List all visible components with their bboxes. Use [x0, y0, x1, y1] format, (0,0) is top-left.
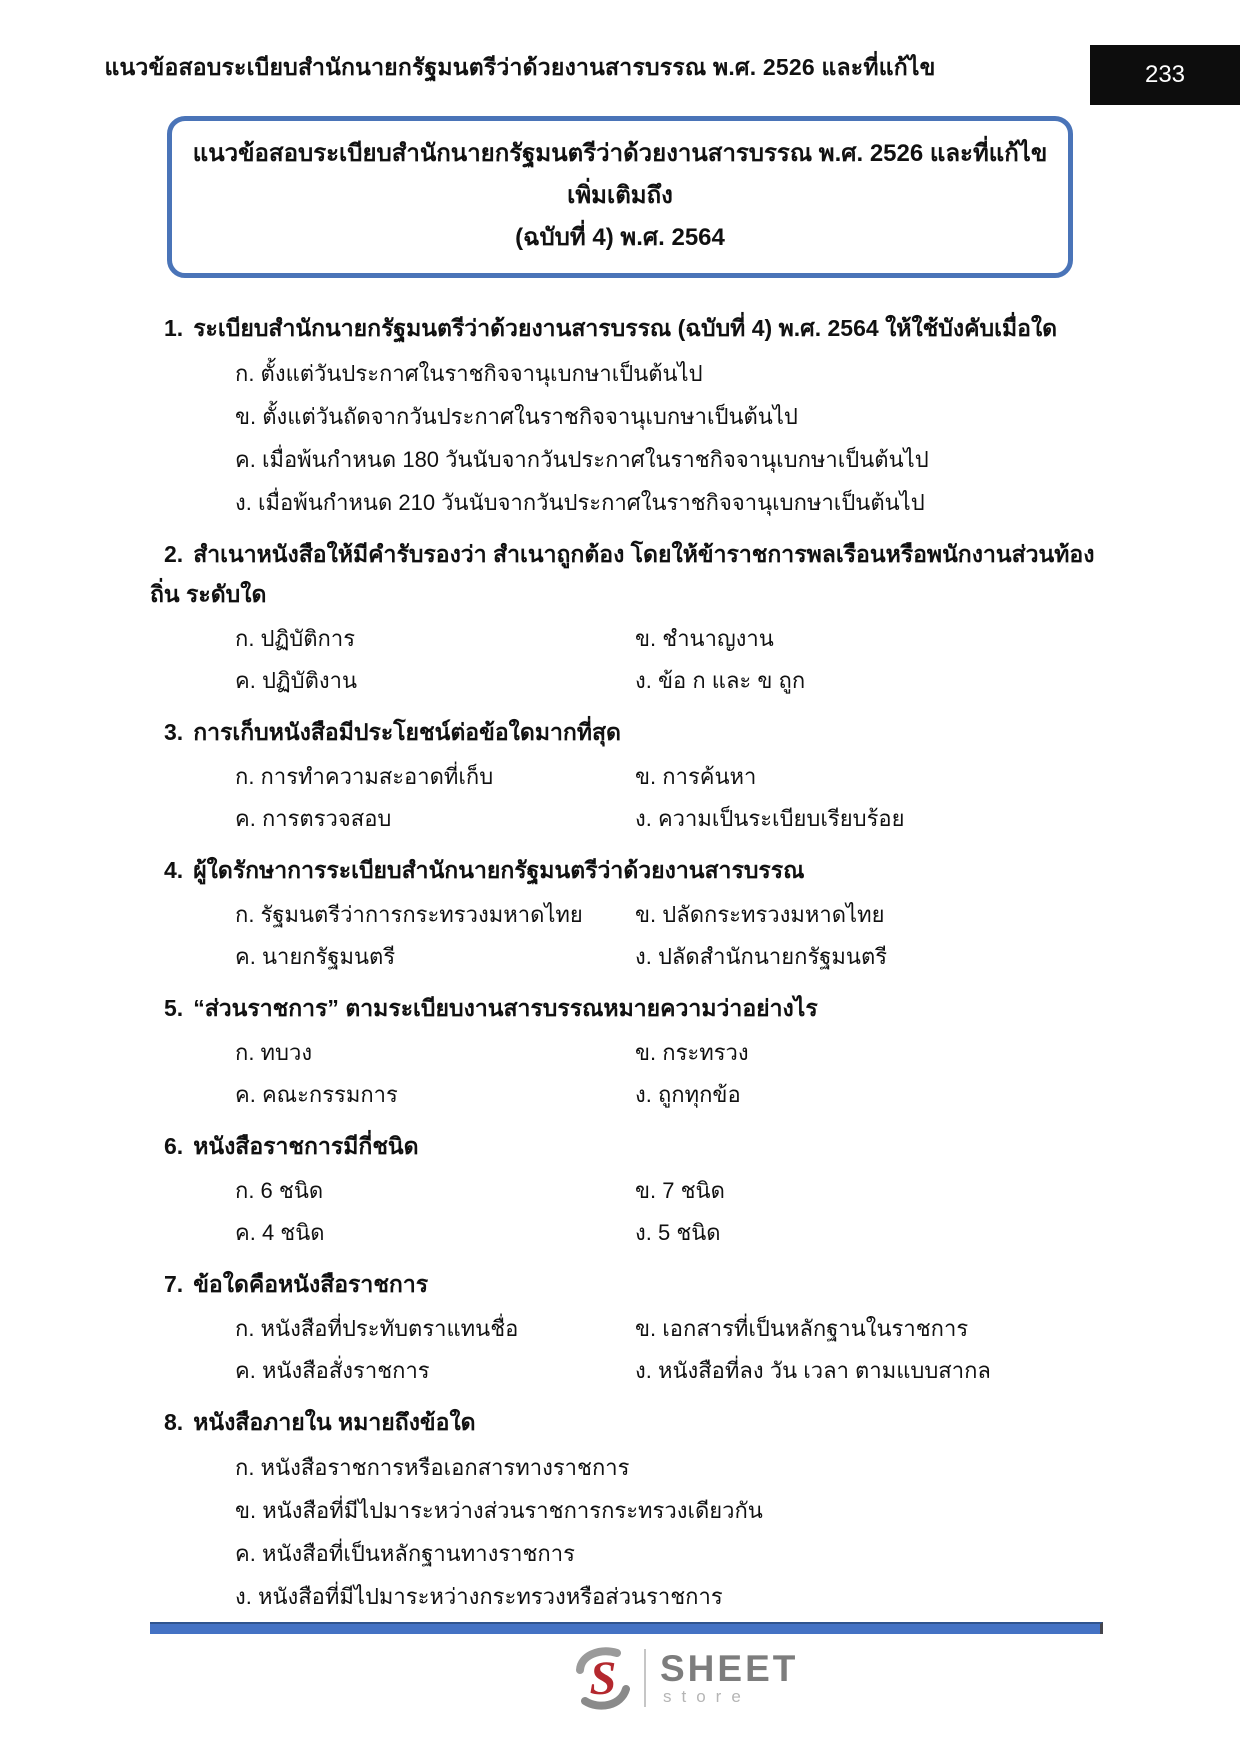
question-number: 3.: [164, 719, 184, 745]
question-body: หนังสือราชการมีกี่ชนิด: [193, 1133, 419, 1159]
question-item: [150, 308, 1100, 524]
answer-options: [150, 352, 1100, 524]
page-header-title: แนวข้อสอบระเบียบสำนักนายกรัฐมนตรีว่าด้วยงานสารบรรณ พ.ศ. 2526 และที่แก้ไข: [104, 54, 936, 80]
answer-option: ข. การค้นหา: [635, 764, 757, 789]
question-text: [150, 1126, 1100, 1166]
answer-option: ข. กระทรวง: [635, 1040, 749, 1065]
question-body: ข้อใดคือหนังสือราชการ: [193, 1271, 429, 1297]
question-body: การเก็บหนังสือมีประโยชน์ต่อข้อใดมากที่สุด: [193, 719, 621, 745]
answer-option: ข. 7 ชนิด: [635, 1178, 725, 1203]
sheet-store-logo: [572, 1646, 798, 1710]
question-body: ผู้ใดรักษาการระเบียบสำนักนายกรัฐมนตรีว่าด้วยงานสารบรรณ: [193, 857, 805, 883]
answer-options: [150, 618, 1100, 702]
question-text: [150, 712, 1100, 752]
answer-option: ก. รัฐมนตรีว่าการกระทรวงมหาดไทย: [235, 902, 583, 927]
question-number: 1.: [164, 315, 184, 341]
question-text: [150, 534, 1100, 614]
answer-options: [150, 1032, 1100, 1116]
question-number: 4.: [164, 857, 184, 883]
question-body: สำเนาหนังสือให้มีคำรับรองว่า สำเนาถูกต้อง โดยให้ข้าราชการพลเรือนหรือพนักงานส่วนท้องถิ่น ระดับใด: [150, 541, 1095, 607]
question-number: 5.: [164, 995, 184, 1021]
answer-option: ก. 6 ชนิด: [235, 1178, 324, 1203]
answer-option: ค. การตรวจสอบ: [235, 806, 392, 831]
answer-option: ง. ถูกทุกข้อ: [635, 1082, 741, 1107]
answer-option: ค. เมื่อพ้นกำหนด 180 วันนับจากวันประกาศในราชกิจจานุเบกษาเป็นต้นไป: [235, 447, 929, 472]
question-body: ระเบียบสำนักนายกรัฐมนตรีว่าด้วยงานสารบรรณ (ฉบับที่ 4) พ.ศ. 2564 ให้ใช้บังคับเมื่อใด: [193, 315, 1058, 341]
question-item: [150, 534, 1100, 702]
answer-options: [150, 1170, 1100, 1254]
answer-option: ข. ปลัดกระทรวงมหาดไทย: [635, 902, 885, 927]
answer-option: ง. 5 ชนิด: [635, 1220, 721, 1245]
question-item: [150, 1402, 1100, 1618]
answer-option: ง. หนังสือที่มีไปมาระหว่างกระทรวงหรือส่วนราชการ: [235, 1584, 723, 1609]
exam-title-line1: แนวข้อสอบระเบียบสำนักนายกรัฐมนตรีว่าด้วยงานสารบรรณ พ.ศ. 2526 และที่แก้ไขเพิ่มเติมถึง: [192, 140, 1048, 209]
exam-title-line2: (ฉบับที่ 4) พ.ศ. 2564: [515, 224, 725, 251]
questions-section: [150, 308, 1100, 1618]
page-number: 233: [1144, 61, 1186, 88]
answer-option: ง. เมื่อพ้นกำหนด 210 วันนับจากวันประกาศในราชกิจจานุเบกษาเป็นต้นไป: [235, 490, 925, 515]
question-number: 8.: [164, 1409, 184, 1435]
question-number: 2.: [164, 541, 184, 567]
answer-option: ค. 4 ชนิด: [235, 1220, 325, 1245]
answer-options: [150, 756, 1100, 840]
answer-option: ก. ปฏิบัติการ: [235, 626, 356, 651]
question-number: 7.: [164, 1271, 184, 1297]
answer-option: ก. ตั้งแต่วันประกาศในราชกิจจานุเบกษาเป็นต้นไป: [235, 361, 703, 386]
answer-option: ข. หนังสือที่มีไปมาระหว่างส่วนราชการกระทรวงเดียวกัน: [235, 1498, 763, 1523]
answer-option: ข. ชำนาญงาน: [635, 626, 774, 651]
answer-option: ก. หนังสือที่ประทับตราแทนชื่อ: [235, 1316, 519, 1341]
answer-option: ก. ทบวง: [235, 1040, 313, 1065]
logo-divider-line: [644, 1649, 646, 1707]
question-item: [150, 850, 1100, 978]
page-number-badge: [1090, 45, 1240, 105]
footer-divider-bar: [150, 1622, 1103, 1634]
answer-option: ค. หนังสือสั่งราชการ: [235, 1358, 430, 1383]
question-text: [150, 1264, 1100, 1304]
question-text: [150, 308, 1100, 348]
answer-option: ง. ความเป็นระเบียบเรียบร้อย: [635, 806, 905, 831]
question-number: 6.: [164, 1133, 184, 1159]
answer-options: [150, 894, 1100, 978]
answer-option: ค. นายกรัฐมนตรี: [235, 944, 396, 969]
question-text: [150, 1402, 1100, 1442]
question-body: หนังสือภายใน หมายถึงข้อใด: [193, 1409, 476, 1435]
answer-option: ก. การทำความสะอาดที่เก็บ: [235, 764, 494, 789]
question-text: [150, 988, 1100, 1028]
answer-option: ค. ปฏิบัติงาน: [235, 668, 358, 693]
answer-options: [150, 1308, 1100, 1392]
question-item: [150, 1264, 1100, 1392]
answer-option: ค. หนังสือที่เป็นหลักฐานทางราชการ: [235, 1541, 575, 1566]
question-item: [150, 988, 1100, 1116]
question-item: [150, 1126, 1100, 1254]
exam-title-box: [167, 116, 1073, 278]
question-body: “ส่วนราชการ” ตามระเบียบงานสารบรรณหมายความว่าอย่างไร: [193, 995, 818, 1021]
answer-option: ข. เอกสารที่เป็นหลักฐานในราชการ: [635, 1316, 969, 1341]
answer-option: ค. คณะกรรมการ: [235, 1082, 398, 1107]
answer-option: ก. หนังสือราชการหรือเอกสารทางราชการ: [235, 1455, 630, 1480]
answer-option: ง. หนังสือที่ลง วัน เวลา ตามแบบสากล: [635, 1358, 991, 1383]
answer-options: [150, 1446, 1100, 1618]
answer-option: ง. ข้อ ก และ ข ถูก: [635, 668, 806, 693]
logo-s-icon: [572, 1646, 634, 1710]
answer-option: ข. ตั้งแต่วันถัดจากวันประกาศในราชกิจจานุเบกษาเป็นต้นไป: [235, 404, 798, 429]
svg-text:S: S: [589, 1652, 617, 1705]
question-text: [150, 850, 1100, 890]
answer-option: ง. ปลัดสำนักนายกรัฐมนตรี: [635, 944, 888, 969]
question-item: [150, 712, 1100, 840]
brand-name: SHEET: [660, 1647, 799, 1689]
brand-subtitle: store: [663, 1686, 751, 1706]
